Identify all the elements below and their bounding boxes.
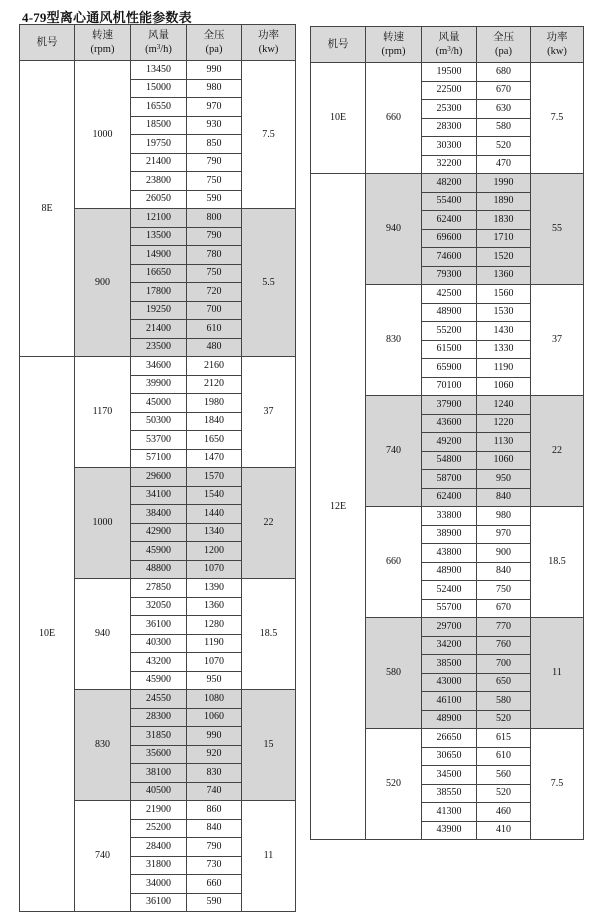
- pressure-cell: 950: [477, 470, 531, 489]
- pressure-cell: 980: [477, 507, 531, 526]
- speed-cell: 900: [75, 209, 131, 357]
- flow-cell: 62400: [422, 488, 477, 507]
- flow-cell: 28300: [422, 118, 477, 137]
- flow-cell: 25200: [131, 819, 187, 838]
- pressure-cell: 1890: [477, 192, 531, 211]
- flow-cell: 27850: [131, 579, 187, 598]
- pressure-cell: 1070: [187, 560, 242, 579]
- pressure-cell: 1650: [187, 431, 242, 450]
- pressure-cell: 560: [477, 766, 531, 785]
- flow-cell: 19750: [131, 135, 187, 154]
- pressure-cell: 1190: [477, 359, 531, 378]
- flow-cell: 14900: [131, 246, 187, 265]
- flow-cell: 69600: [422, 229, 477, 248]
- flow-cell: 38500: [422, 655, 477, 674]
- pressure-cell: 770: [477, 618, 531, 637]
- pressure-cell: 1980: [187, 394, 242, 413]
- power-cell: 7.5: [242, 61, 296, 209]
- header-row: [311, 27, 584, 63]
- pressure-cell: 790: [187, 838, 242, 857]
- pressure-cell: 930: [187, 116, 242, 135]
- flow-cell: 23500: [131, 338, 187, 357]
- header-row: [20, 25, 296, 61]
- flow-cell: 50300: [131, 412, 187, 431]
- pressure-cell: 660: [187, 875, 242, 894]
- power-cell: 5.5: [242, 209, 296, 357]
- speed-cell: 940: [75, 579, 131, 690]
- pressure-cell: 980: [187, 79, 242, 98]
- flow-cell: 16550: [131, 98, 187, 117]
- flow-cell: 48900: [422, 562, 477, 581]
- flow-cell: 25300: [422, 100, 477, 119]
- flow-cell: 48900: [422, 303, 477, 322]
- flow-cell: 29600: [131, 468, 187, 487]
- flow-cell: 19250: [131, 301, 187, 320]
- flow-cell: 40500: [131, 782, 187, 801]
- flow-cell: 35600: [131, 745, 187, 764]
- flow-cell: 49200: [422, 433, 477, 452]
- flow-cell: 23800: [131, 172, 187, 191]
- pressure-cell: 1530: [477, 303, 531, 322]
- table-row: [20, 357, 296, 376]
- flow-cell: 36100: [131, 893, 187, 912]
- performance-table-right: [310, 26, 584, 840]
- header-power: 功率 (kw): [242, 25, 296, 61]
- pressure-cell: 470: [477, 155, 531, 174]
- model-cell: 12E: [311, 174, 366, 840]
- pressure-cell: 610: [477, 747, 531, 766]
- pressure-cell: 1060: [477, 451, 531, 470]
- power-cell: 55: [531, 174, 584, 285]
- header-speed: 转速 (rpm): [75, 25, 131, 61]
- pressure-cell: 750: [187, 264, 242, 283]
- flow-cell: 45900: [131, 542, 187, 561]
- flow-cell: 17800: [131, 283, 187, 302]
- pressure-cell: 950: [187, 671, 242, 690]
- flow-cell: 22500: [422, 81, 477, 100]
- speed-cell: 940: [366, 174, 422, 285]
- pressure-cell: 740: [187, 782, 242, 801]
- flow-cell: 61500: [422, 340, 477, 359]
- pressure-cell: 790: [187, 153, 242, 172]
- pressure-cell: 2160: [187, 357, 242, 376]
- pressure-cell: 750: [477, 581, 531, 600]
- pressure-cell: 1570: [187, 468, 242, 487]
- pressure-cell: 700: [187, 301, 242, 320]
- speed-cell: 830: [366, 285, 422, 396]
- pressure-cell: 1330: [477, 340, 531, 359]
- pressure-cell: 970: [477, 525, 531, 544]
- pressure-cell: 850: [187, 135, 242, 154]
- pressure-cell: 410: [477, 821, 531, 840]
- flow-cell: 32200: [422, 155, 477, 174]
- power-cell: 22: [242, 468, 296, 579]
- pressure-cell: 590: [187, 190, 242, 209]
- flow-cell: 24550: [131, 690, 187, 709]
- pressure-cell: 650: [477, 673, 531, 692]
- flow-cell: 55700: [422, 599, 477, 618]
- flow-cell: 74600: [422, 248, 477, 267]
- flow-cell: 37900: [422, 396, 477, 415]
- pressure-cell: 780: [187, 246, 242, 265]
- flow-cell: 45000: [131, 394, 187, 413]
- flow-cell: 31850: [131, 727, 187, 746]
- pressure-cell: 1470: [187, 449, 242, 468]
- pressure-cell: 580: [477, 692, 531, 711]
- pressure-cell: 1430: [477, 322, 531, 341]
- flow-cell: 55400: [422, 192, 477, 211]
- pressure-cell: 580: [477, 118, 531, 137]
- performance-table-left: [19, 24, 296, 912]
- pressure-cell: 860: [187, 801, 242, 820]
- header-model: 机号: [311, 27, 366, 63]
- flow-cell: 52400: [422, 581, 477, 600]
- speed-cell: 660: [366, 63, 422, 174]
- flow-cell: 42500: [422, 285, 477, 304]
- flow-cell: 19500: [422, 63, 477, 82]
- flow-cell: 30650: [422, 747, 477, 766]
- pressure-cell: 760: [477, 636, 531, 655]
- model-cell: 10E: [311, 63, 366, 174]
- flow-cell: 57100: [131, 449, 187, 468]
- pressure-cell: 790: [187, 227, 242, 246]
- flow-cell: 41300: [422, 803, 477, 822]
- flow-cell: 36100: [131, 616, 187, 635]
- flow-cell: 55200: [422, 322, 477, 341]
- header-power: 功率 (kw): [531, 27, 584, 63]
- flow-cell: 79300: [422, 266, 477, 285]
- pressure-cell: 520: [477, 784, 531, 803]
- pressure-cell: 1540: [187, 486, 242, 505]
- power-cell: 11: [531, 618, 584, 729]
- flow-cell: 43900: [422, 821, 477, 840]
- flow-cell: 13500: [131, 227, 187, 246]
- pressure-cell: 730: [187, 856, 242, 875]
- header-pressure: 全压 (pa): [187, 25, 242, 61]
- table-row: [311, 174, 584, 193]
- flow-cell: 48200: [422, 174, 477, 193]
- power-cell: 18.5: [242, 579, 296, 690]
- pressure-cell: 610: [187, 320, 242, 339]
- pressure-cell: 1360: [477, 266, 531, 285]
- pressure-cell: 480: [187, 338, 242, 357]
- pressure-cell: 750: [187, 172, 242, 191]
- pressure-cell: 670: [477, 599, 531, 618]
- table-row: [311, 63, 584, 82]
- pressure-cell: 1840: [187, 412, 242, 431]
- speed-cell: 830: [75, 690, 131, 801]
- flow-cell: 26650: [422, 729, 477, 748]
- flow-cell: 29700: [422, 618, 477, 637]
- pressure-cell: 2120: [187, 375, 242, 394]
- flow-cell: 40300: [131, 634, 187, 653]
- power-cell: 11: [242, 801, 296, 912]
- speed-cell: 740: [75, 801, 131, 912]
- pressure-cell: 830: [187, 764, 242, 783]
- pressure-cell: 1710: [477, 229, 531, 248]
- flow-cell: 48900: [422, 710, 477, 729]
- pressure-cell: 1060: [187, 708, 242, 727]
- pressure-cell: 800: [187, 209, 242, 228]
- pressure-cell: 1190: [187, 634, 242, 653]
- pressure-cell: 1440: [187, 505, 242, 524]
- pressure-cell: 900: [477, 544, 531, 563]
- power-cell: 7.5: [531, 729, 584, 840]
- flow-cell: 65900: [422, 359, 477, 378]
- flow-cell: 39900: [131, 375, 187, 394]
- pressure-cell: 970: [187, 98, 242, 117]
- flow-cell: 45900: [131, 671, 187, 690]
- pressure-cell: 1130: [477, 433, 531, 452]
- flow-cell: 16650: [131, 264, 187, 283]
- pressure-cell: 990: [187, 727, 242, 746]
- pressure-cell: 1390: [187, 579, 242, 598]
- pressure-cell: 520: [477, 137, 531, 156]
- speed-cell: 1000: [75, 61, 131, 209]
- speed-cell: 520: [366, 729, 422, 840]
- flow-cell: 28300: [131, 708, 187, 727]
- power-cell: 22: [531, 396, 584, 507]
- pressure-cell: 1560: [477, 285, 531, 304]
- pressure-cell: 1220: [477, 414, 531, 433]
- speed-cell: 740: [366, 396, 422, 507]
- header-pressure: 全压 (pa): [477, 27, 531, 63]
- pressure-cell: 1360: [187, 597, 242, 616]
- header-flow: 风量 $(m^3/h)$: [131, 25, 187, 61]
- flow-cell: 54800: [422, 451, 477, 470]
- flow-cell: 53700: [131, 431, 187, 450]
- flow-cell: 34600: [131, 357, 187, 376]
- flow-cell: 34100: [131, 486, 187, 505]
- table-row: [20, 61, 296, 80]
- flow-cell: 43000: [422, 673, 477, 692]
- flow-cell: 34500: [422, 766, 477, 785]
- flow-cell: 21900: [131, 801, 187, 820]
- power-cell: 37: [531, 285, 584, 396]
- flow-cell: 43800: [422, 544, 477, 563]
- pressure-cell: 1060: [477, 377, 531, 396]
- header-model: 机号: [20, 25, 75, 61]
- pressure-cell: 990: [187, 61, 242, 80]
- speed-cell: 580: [366, 618, 422, 729]
- pressure-cell: 1280: [187, 616, 242, 635]
- speed-cell: 1000: [75, 468, 131, 579]
- power-cell: 7.5: [531, 63, 584, 174]
- pressure-cell: 630: [477, 100, 531, 119]
- flow-cell: 42900: [131, 523, 187, 542]
- flow-cell: 43600: [422, 414, 477, 433]
- flow-cell: 38550: [422, 784, 477, 803]
- flow-cell: 18500: [131, 116, 187, 135]
- pressure-cell: 680: [477, 63, 531, 82]
- flow-cell: 13450: [131, 61, 187, 80]
- power-cell: 37: [242, 357, 296, 468]
- header-flow: 风量 $(m^3/h)$: [422, 27, 477, 63]
- pressure-cell: 840: [477, 488, 531, 507]
- flow-cell: 28400: [131, 838, 187, 857]
- pressure-cell: 460: [477, 803, 531, 822]
- pressure-cell: 700: [477, 655, 531, 674]
- header-speed: 转速 (rpm): [366, 27, 422, 63]
- page-title: 4-79型离心通风机性能参数表: [22, 10, 192, 25]
- speed-cell: 1170: [75, 357, 131, 468]
- pressure-cell: 1520: [477, 248, 531, 267]
- pressure-cell: 720: [187, 283, 242, 302]
- pressure-cell: 1990: [477, 174, 531, 193]
- pressure-cell: 590: [187, 893, 242, 912]
- flow-cell: 26050: [131, 190, 187, 209]
- flow-cell: 33800: [422, 507, 477, 526]
- pressure-cell: 840: [187, 819, 242, 838]
- speed-cell: 660: [366, 507, 422, 618]
- flow-cell: 34000: [131, 875, 187, 894]
- flow-cell: 58700: [422, 470, 477, 489]
- pressure-cell: 1240: [477, 396, 531, 415]
- flow-cell: 38900: [422, 525, 477, 544]
- pressure-cell: 1200: [187, 542, 242, 561]
- flow-cell: 32050: [131, 597, 187, 616]
- model-cell: 10E: [20, 357, 75, 912]
- pressure-cell: 520: [477, 710, 531, 729]
- flow-cell: 34200: [422, 636, 477, 655]
- pressure-cell: 670: [477, 81, 531, 100]
- pressure-cell: 1830: [477, 211, 531, 230]
- flow-cell: 43200: [131, 653, 187, 672]
- flow-cell: 62400: [422, 211, 477, 230]
- pressure-cell: 840: [477, 562, 531, 581]
- flow-cell: 70100: [422, 377, 477, 396]
- pressure-cell: 1080: [187, 690, 242, 709]
- flow-cell: 46100: [422, 692, 477, 711]
- flow-cell: 21400: [131, 320, 187, 339]
- flow-cell: 38100: [131, 764, 187, 783]
- pressure-cell: 1340: [187, 523, 242, 542]
- flow-cell: 21400: [131, 153, 187, 172]
- flow-cell: 48800: [131, 560, 187, 579]
- flow-cell: 12100: [131, 209, 187, 228]
- flow-cell: 30300: [422, 137, 477, 156]
- flow-cell: 15000: [131, 79, 187, 98]
- pressure-cell: 615: [477, 729, 531, 748]
- power-cell: 15: [242, 690, 296, 801]
- power-cell: 18.5: [531, 507, 584, 618]
- model-cell: 8E: [20, 61, 75, 357]
- pressure-cell: 920: [187, 745, 242, 764]
- flow-cell: 31800: [131, 856, 187, 875]
- flow-cell: 38400: [131, 505, 187, 524]
- pressure-cell: 1070: [187, 653, 242, 672]
